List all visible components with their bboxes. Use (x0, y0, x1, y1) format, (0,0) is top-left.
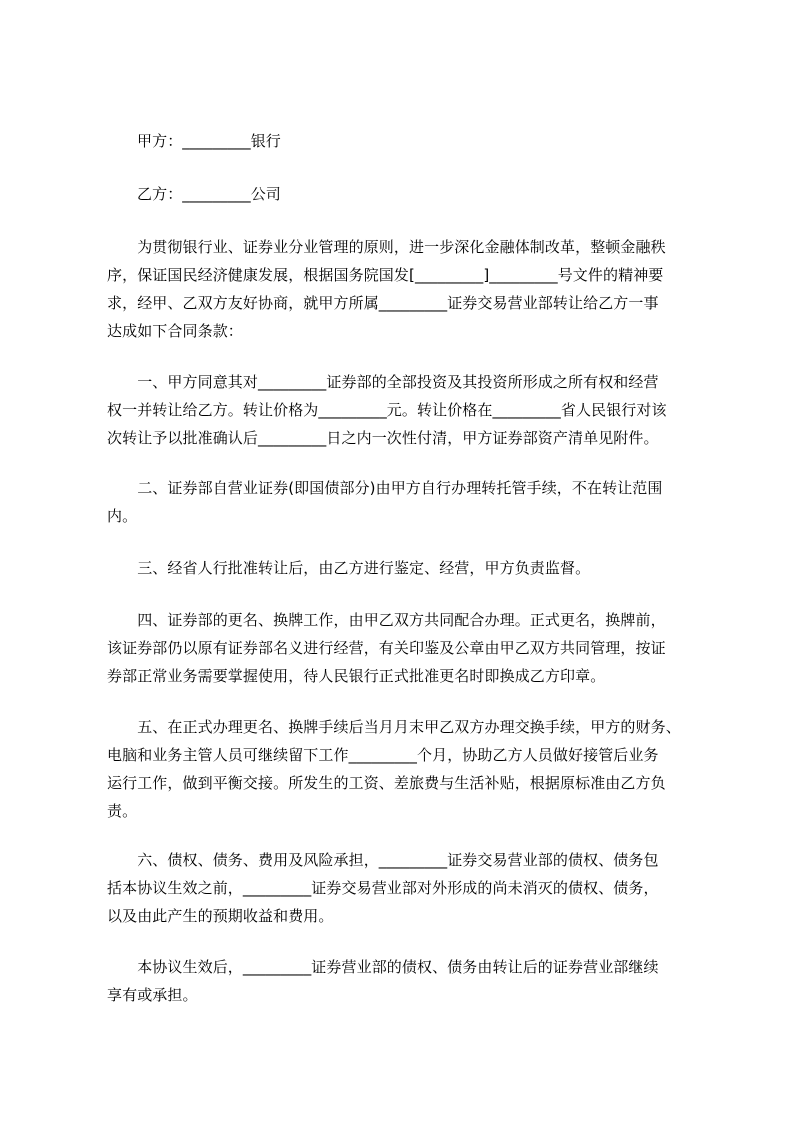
closing-paragraph (107, 953, 667, 1009)
clause-5-line: 电脑和业务主管人员可继续留下工作_________个月，协助乙方人员做好接管后业务 (107, 746, 659, 764)
clause-5-paragraph (107, 713, 681, 825)
preamble-line: 求，经甲、乙双方友好协商，就甲方所属_________证券交易营业部转让给乙方一事 (107, 294, 659, 312)
clause-6-line: 六、债权、债务、费用及风险承担，_________证券交易营业部的债权、债务包 (107, 851, 659, 869)
preamble-line: 达成如下合同条款： (107, 322, 243, 340)
closing-line: 本协议生效后，_________证券营业部的债权、债务由转让后的证券营业部继续 (107, 958, 659, 976)
preamble-line: 序，保证国民经济健康发展，根据国务院国发[_________]_________号文件的精神要 (107, 266, 664, 284)
clause-2-line: 内。 (107, 507, 138, 525)
clause-4-paragraph (107, 606, 667, 690)
clause-4-line: 四、证券部的更名、换牌工作，由甲乙双方共同配合办理。正式更名，换牌前， (107, 611, 666, 629)
party-a-line (107, 127, 667, 155)
clause-6-line: 以及由此产生的预期收益和费用。 (107, 907, 334, 925)
clause-1-line: 一、甲方同意其对_________证券部的全部投资及其投资所形成之所有权和经营 (107, 373, 659, 391)
clause-3-paragraph (107, 554, 667, 582)
clause-3-line: 三、经省人行批准转让后，由乙方进行鉴定、经营，甲方负责监督。 (107, 559, 591, 577)
clause-1-paragraph (107, 368, 667, 452)
clause-4-line: 券部正常业务需要掌握使用，待人民银行正式批准更名时即换成乙方印章。 (107, 667, 606, 685)
clause-5-line: 运行工作，做到平衡交接。所发生的工资、差旅费与生活补贴，根据原标准由乙方负 (107, 774, 666, 792)
clause-1-line: 权一并转让给乙方。转让价格为_________元。转让价格在_________省人民银行对该 (107, 401, 667, 419)
clause-6-paragraph (107, 846, 667, 930)
clause-2-paragraph (107, 474, 667, 530)
closing-line: 享有或承担。 (107, 986, 198, 1004)
party-b-text: 乙方：_________公司 (137, 185, 281, 203)
clause-4-line: 该证券部仍以原有证券部名义进行经营，有关印鉴及公章由甲乙双方共同管理，按证 (107, 639, 666, 657)
clause-1-line: 次转让予以批准确认后_________日之内一次性付清，甲方证券部资产清单见附件。 (107, 429, 659, 447)
clause-5-line: 责。 (107, 802, 138, 820)
party-a-text: 甲方：_________银行 (137, 132, 281, 150)
preamble-line: 为贯彻银行业、证券业分业管理的原则，进一步深化金融体制改革，整顿金融秩 (107, 238, 666, 256)
clause-6-line: 括本协议生效之前，_________证券交易营业部对外形成的尚未消灭的债权、债务， (107, 879, 659, 897)
party-b-line (107, 180, 667, 208)
preamble-paragraph (107, 233, 667, 345)
clause-5-line: 五、在正式办理更名、换牌手续后当月月末甲乙双方办理交换手续，甲方的财务、 (107, 718, 681, 736)
clause-2-line: 二、证券部自营业证券(即国债部分)由甲方自行办理转托管手续，不在转让范围 (107, 479, 663, 497)
